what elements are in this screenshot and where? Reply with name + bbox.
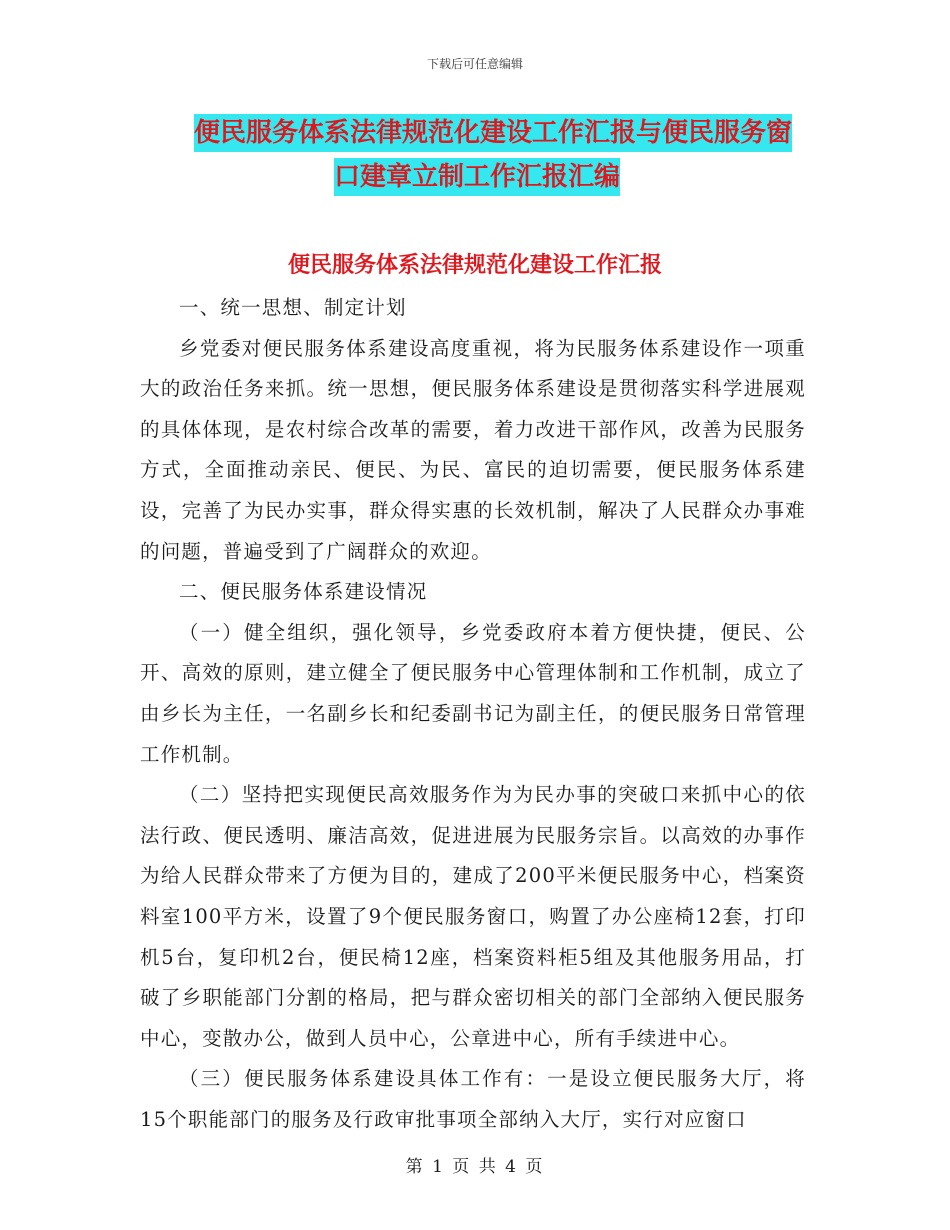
- paragraph-2: （一）健全组织，强化领导，乡党委政府本着方便快捷，便民、公开、高效的原则，建立健全了便民服务中心管理体制和工作机制，成立了由乡长为主任，一名副乡长和纪委副书记为副主任，的便民服务日常管理工作机制。: [140, 620, 806, 766]
- paragraph-4: （三）便民服务体系建设具体工作有：一是设立便民服务大厅，将15个职能部门的服务及行政审批事项全部纳入大厅，实行对应窗口: [140, 1067, 806, 1131]
- page-footer: 第 1 页 共 4 页: [405, 1157, 545, 1177]
- paragraph-3: （二）坚持把实现便民高效服务作为为民办事的突破口来抓中心的依法行政、便民透明、廉洁高效，促进进展为民服务宗旨。以高效的办事作为给人民群众带来了方便为目的，建成了200平米便民服务中心，档案资料室100平方米，设置了9个便民服务窗口，购置了办公座椅12套，打印机5台，复印机2台，便民椅12座，档案资料柜5组及其他服务用品，打破了乡职能部门分割的格局，把与群众密切相关的部门全部纳入便民服务中心，变散办公，做到人员中心，公章进中心，所有手续进中心。: [140, 783, 806, 1050]
- document-title-line-1: [0, 112, 950, 149]
- title-highlight-1: 便民服务体系法律规范化建设工作汇报与便民服务窗: [194, 114, 792, 152]
- page-header-note: 下载后可任意编辑: [426, 57, 523, 71]
- heading-2: 二、便民服务体系建设情况: [179, 580, 428, 604]
- document-body: [140, 288, 806, 1140]
- section-title: 便民服务体系法律规范化建设工作汇报: [287, 253, 662, 278]
- document-title-line-2: [0, 156, 950, 193]
- heading-1: 一、统一思想、制定计划: [179, 296, 407, 319]
- paragraph-1: 乡党委对便民服务体系建设高度重视，将为民服务体系建设作一项重大的政治任务来抓。统一思想，便民服务体系建设是贯彻落实科学进展观的具体体现，是农村综合改革的需要，着力改进干部作风，改善为民服务方式，全面推动亲民、便民、为民、富民的迫切需要，便民服务体系建设，完善了为民办实事，群众得实惠的长效机制，解决了人民群众办事难的问题，普遍受到了广阔群众的欢迎。: [140, 336, 806, 563]
- title-highlight-2: 口建章立制工作汇报汇编: [334, 158, 620, 196]
